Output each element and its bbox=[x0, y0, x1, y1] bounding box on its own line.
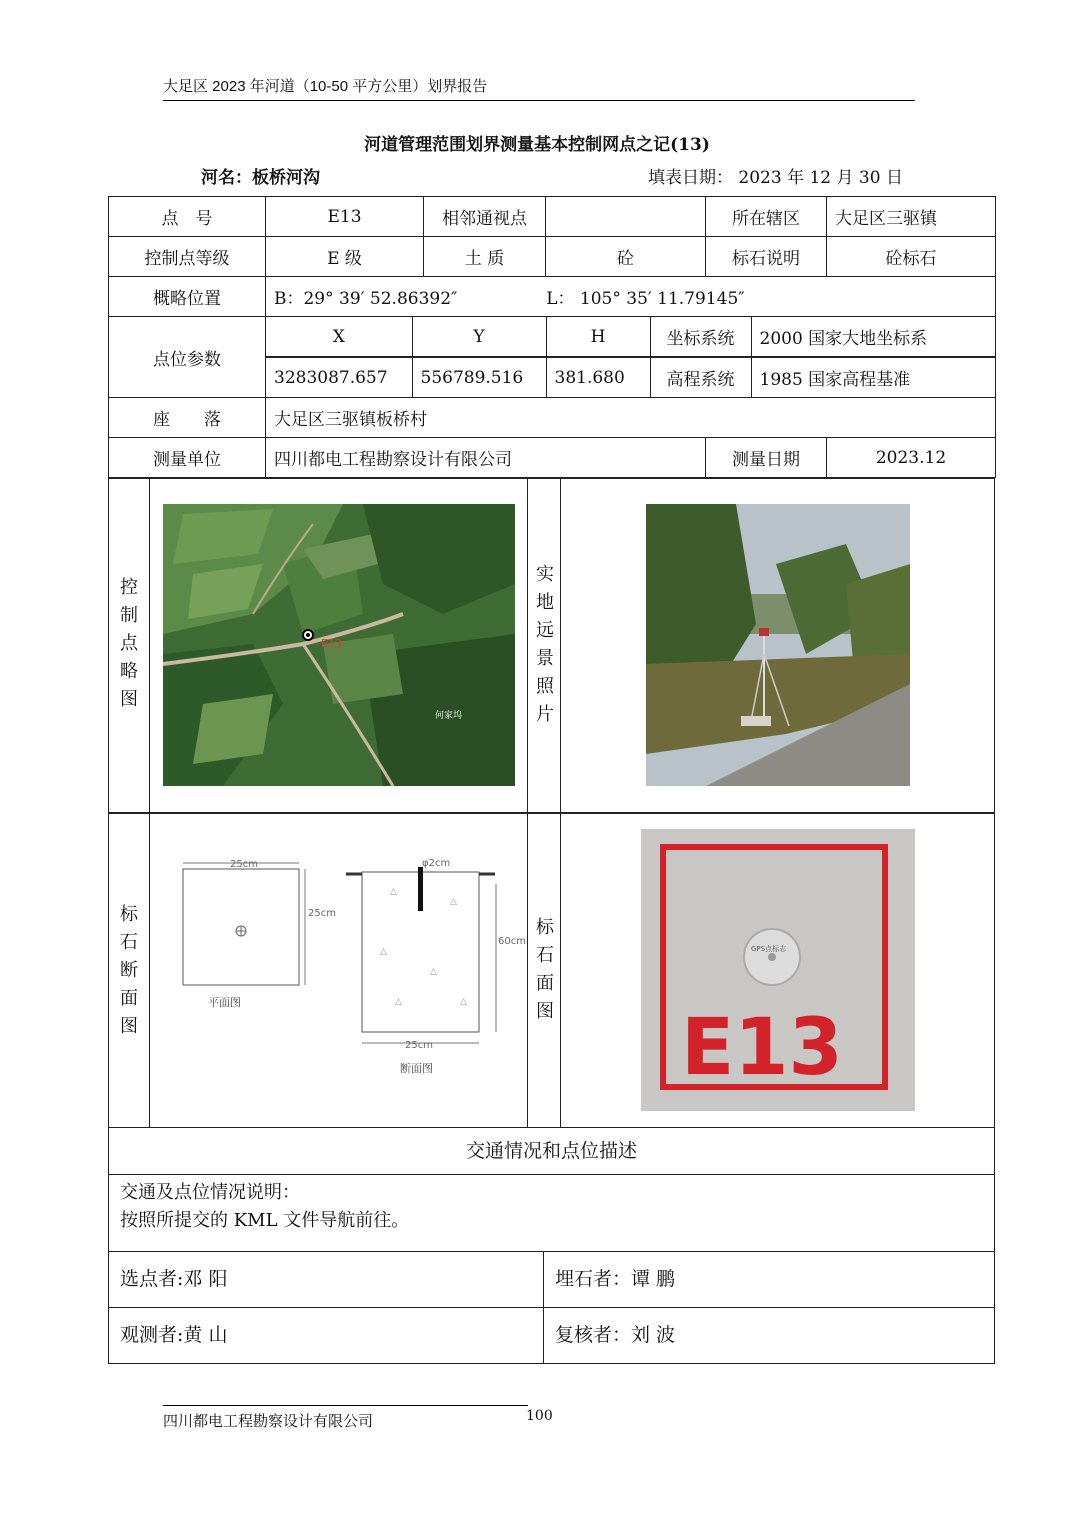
sketch-label-cell bbox=[108, 478, 150, 813]
adjacent-label: 相邻通视点 bbox=[424, 197, 546, 237]
selector-signature: 选点者:邓 阳 bbox=[108, 1251, 544, 1308]
report-header bbox=[163, 76, 915, 101]
grade-value: E 级 bbox=[266, 237, 424, 277]
footer-company: 四川都电工程勘察设计有限公司 bbox=[163, 1412, 374, 1430]
traffic-line-1: 交通及点位情况说明： bbox=[120, 1182, 300, 1203]
image-row-top bbox=[108, 478, 995, 813]
reviewer-signature: 复核者：刘 波 bbox=[543, 1307, 995, 1364]
river-name: 河名：板桥河沟 bbox=[201, 168, 320, 188]
sketch-map-cell bbox=[149, 478, 528, 813]
face-label-cell bbox=[527, 813, 561, 1128]
svg-text:△: △ bbox=[460, 997, 467, 1007]
fill-date bbox=[648, 163, 903, 188]
marker-value: 砼标石 bbox=[827, 237, 996, 277]
fill-date-label: 填表日期： bbox=[648, 168, 733, 188]
face-mark: E13 bbox=[681, 1003, 843, 1093]
page-title: 河道管理范围划界测量基本控制网点之记(13) bbox=[364, 135, 710, 155]
plan-caption: 平面图 bbox=[208, 996, 241, 1009]
site-photo-cell bbox=[560, 478, 995, 813]
observer-signature: 观测者:黄 山 bbox=[108, 1307, 544, 1364]
footer-rule bbox=[163, 1405, 528, 1406]
height-sys-label: 高程系统 bbox=[650, 358, 751, 397]
location-label: 座 落 bbox=[109, 398, 266, 438]
section-caption: 断面图 bbox=[400, 1062, 433, 1075]
traffic-heading: 交通情况和点位描述 bbox=[108, 1127, 995, 1175]
map-place-label: 何家坞 bbox=[435, 711, 463, 721]
section-depth-label: 60cm bbox=[498, 936, 526, 947]
info-table bbox=[108, 196, 996, 478]
survey-date: 2023.12 bbox=[827, 438, 996, 478]
page-number: 100 bbox=[526, 1408, 553, 1424]
unit-label: 测量单位 bbox=[109, 438, 266, 478]
y-value: 556789.516 bbox=[412, 358, 546, 397]
face-label: 标 石 面 图 bbox=[536, 917, 554, 1022]
x-value: 3283087.657 bbox=[266, 358, 412, 397]
x-label: X bbox=[266, 317, 412, 357]
plan-height-label: 25cm bbox=[308, 908, 336, 919]
point-no-label: 点 号 bbox=[109, 197, 266, 237]
fill-date-value: 2023 年 12 月 30 日 bbox=[738, 168, 903, 188]
approx-position-label: 概略位置 bbox=[109, 277, 266, 317]
params-label: 点位参数 bbox=[109, 317, 266, 398]
marker-label: 标石说明 bbox=[706, 237, 827, 277]
y-label: Y bbox=[412, 317, 546, 357]
height-sys: 1985 国家高程基准 bbox=[751, 358, 995, 397]
photo-label-cell bbox=[527, 478, 561, 813]
h-value: 381.680 bbox=[546, 358, 650, 397]
survey-date-label: 测量日期 bbox=[706, 438, 827, 478]
svg-text:△: △ bbox=[450, 897, 457, 907]
section-drawing bbox=[160, 834, 526, 1114]
image-row-bottom bbox=[108, 813, 995, 1128]
coord-sys: 2000 国家大地坐标系 bbox=[751, 317, 995, 357]
soil-value: 砼 bbox=[546, 237, 706, 277]
adjacent-value bbox=[546, 197, 706, 237]
section-top-label: φ2cm bbox=[422, 858, 451, 869]
h-label: H bbox=[546, 317, 650, 357]
svg-text:△: △ bbox=[395, 997, 402, 1007]
report-header-text: 大足区 2023 年河道（10-50 平方公里）划界报告 bbox=[163, 78, 488, 95]
point-no: E13 bbox=[266, 197, 424, 237]
district-label: 所在辖区 bbox=[706, 197, 827, 237]
plan-width-label: 25cm bbox=[230, 859, 258, 870]
svg-text:△: △ bbox=[430, 967, 437, 977]
gps-disc-text: GPS点标志 bbox=[751, 945, 787, 953]
approx-position bbox=[266, 277, 996, 317]
map-point-label: E13 bbox=[321, 637, 342, 650]
section-drawing-cell bbox=[149, 813, 528, 1128]
coord-sys-label: 坐标系统 bbox=[650, 317, 751, 357]
longitude: L： 105° 35′ 11.79145″ bbox=[546, 289, 745, 309]
svg-text:△: △ bbox=[380, 947, 387, 957]
site-photo bbox=[646, 504, 910, 786]
photo-label: 实 地 远 景 照 片 bbox=[536, 564, 554, 725]
section-width-label: 25cm bbox=[405, 1040, 433, 1051]
latitude: B：29° 39′ 52.86392″ bbox=[274, 289, 458, 309]
marker-face-cell bbox=[560, 813, 995, 1128]
svg-text:△: △ bbox=[390, 887, 397, 897]
location-value: 大足区三驱镇板桥村 bbox=[266, 398, 996, 438]
section-label-cell bbox=[108, 813, 150, 1128]
district-value: 大足区三驱镇 bbox=[827, 197, 996, 237]
unit-value: 四川都电工程勘察设计有限公司 bbox=[266, 438, 706, 478]
sketch-label: 控 制 点 略 图 bbox=[120, 577, 138, 710]
satellite-map bbox=[163, 504, 515, 786]
grade-label: 控制点等级 bbox=[109, 237, 266, 277]
traffic-line-2: 按照所提交的 KML 文件导航前往。 bbox=[120, 1210, 410, 1231]
soil-label: 土 质 bbox=[424, 237, 546, 277]
marker-face-photo bbox=[641, 829, 915, 1111]
traffic-description bbox=[108, 1174, 995, 1252]
section-label: 标 石 断 面 图 bbox=[120, 904, 138, 1037]
burier-signature: 埋石者：谭 鹏 bbox=[543, 1251, 995, 1308]
